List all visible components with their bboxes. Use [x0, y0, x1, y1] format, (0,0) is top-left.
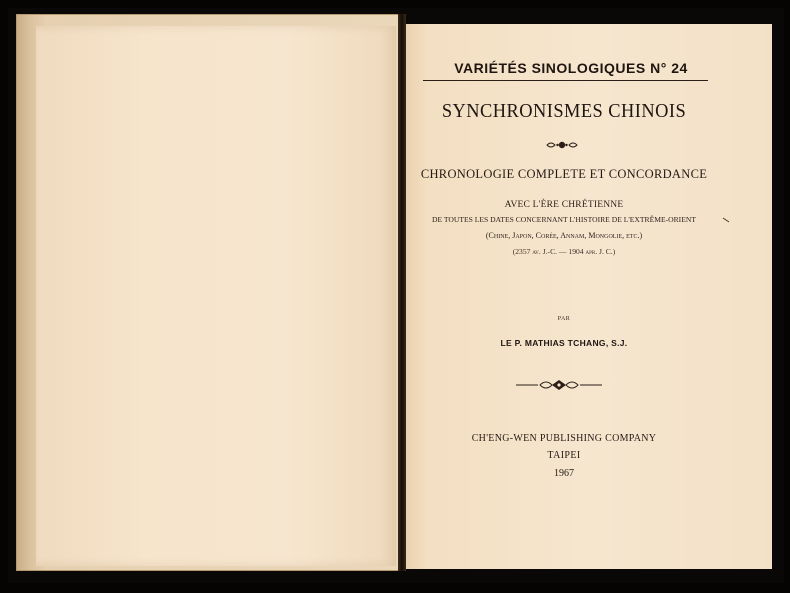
publisher-city: TAIPEI: [547, 450, 581, 461]
publication-year: 1967: [554, 468, 574, 479]
fleuron-ornament-icon: [545, 139, 579, 151]
series-title: VARIÉTÉS SINOLOGIQUES N° 24: [454, 60, 688, 76]
subtitle-line-toutes: DE TOUTES LES DATES CONCERNANT L'HISTOIRE DE L'EXTRÊME-ORIENT: [432, 215, 696, 224]
rule-ornament-icon: [516, 379, 602, 391]
countries-line: (Chine, Japon, Corée, Annam, Mongolie, etc.): [485, 231, 643, 240]
book-title: SYNCHRONISMES CHINOIS: [441, 100, 687, 122]
pencil-mark-icon: [722, 217, 730, 223]
subtitle-line-avec: AVEC L'ÈRE CHRÉTIENNE: [504, 200, 624, 210]
par-label: PAR: [557, 316, 571, 322]
series-underline: [423, 80, 708, 81]
book-gutter: [398, 14, 406, 571]
left-endpaper: [36, 26, 396, 566]
author-name: LE P. MATHIAS TCHANG, S.J.: [500, 338, 628, 348]
book-subtitle: CHRONOLOGIE COMPLETE ET CONCORDANCE: [420, 167, 708, 181]
date-range-line: (2357 av. J.-C. — 1904 apr. J. C.): [512, 247, 616, 256]
publisher-name: CH'ENG-WEN PUBLISHING COMPANY: [471, 433, 657, 444]
